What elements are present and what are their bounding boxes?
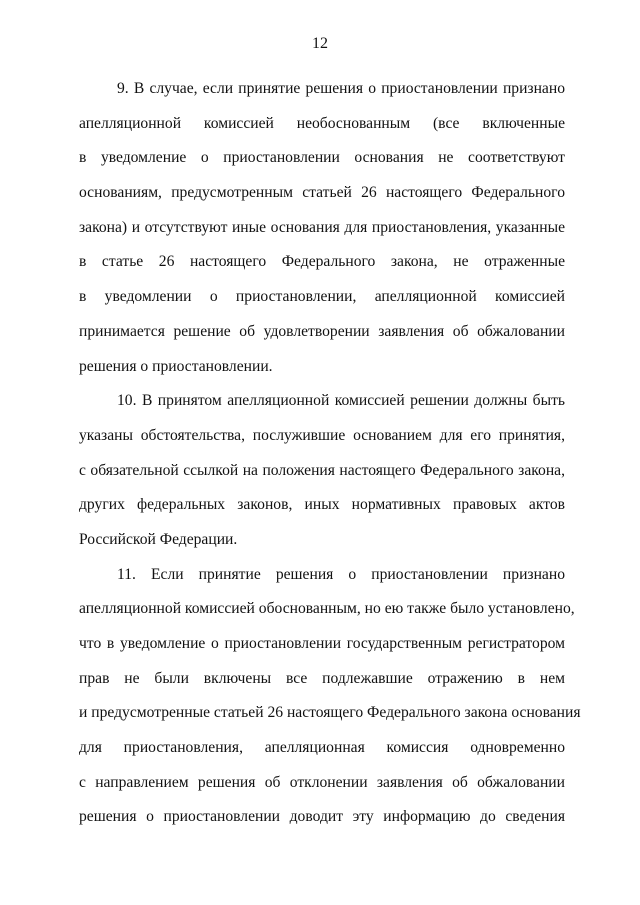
paragraph-11 xyxy=(79,558,581,836)
paragraph-line: что в уведомление о приостановлении государственным регистратором xyxy=(79,635,565,652)
paragraph-line: в уведомление о приостановлении основания не соответствуют xyxy=(79,149,565,167)
paragraph-line: апелляционной комиссией обоснованным, но ею также было установлено, xyxy=(79,600,575,618)
paragraph-line: принимается решение об удовлетворении заявления об обжаловании xyxy=(79,322,565,340)
paragraph-line: в уведомлении о приостановлении, апелляционной комиссией xyxy=(79,288,565,306)
paragraph-line: 11. Если принятие решения о приостановлении признано xyxy=(117,565,565,583)
paragraph-line: указаны обстоятельства, послужившие основанием для его принятия, xyxy=(79,426,565,444)
paragraph-line: с направлением решения об отклонении заявления об обжаловании xyxy=(79,773,565,791)
paragraph-10 xyxy=(79,384,565,557)
paragraph-9 xyxy=(79,72,565,384)
paragraph-line: решения о приостановлении. xyxy=(79,357,273,375)
paragraph-line: других федеральных законов, иных нормативных правовых актов xyxy=(79,496,565,514)
paragraph-line: прав не были включены все подлежавшие отражению в нем xyxy=(79,669,565,687)
paragraph-line: в статье 26 настоящего Федерального закона, не отраженные xyxy=(79,253,565,271)
paragraph-line: решения о приостановлении доводит эту информацию до сведения xyxy=(79,808,565,826)
paragraph-line: 10. В принятом апелляционной комиссией решении должны быть xyxy=(117,392,565,410)
paragraph-line: 9. В случае, если принятие решения о приостановлении признано xyxy=(117,80,565,97)
paragraph-line: Российской Федерации. xyxy=(79,530,238,548)
paragraph-line: и предусмотренные статьей 26 настоящего Федерального закона основания xyxy=(79,704,581,722)
paragraph-line: с обязательной ссылкой на положения настоящего Федерального закона, xyxy=(79,461,565,479)
paragraph-line: основаниям, предусмотренным статьей 26 настоящего Федерального xyxy=(79,184,565,202)
document-body xyxy=(79,72,581,835)
paragraph-line: для приостановления, апелляционная комиссия одновременно xyxy=(79,739,565,757)
page-number: 12 xyxy=(312,35,328,52)
paragraph-line: апелляционной комиссией необоснованным (все включенные xyxy=(79,114,565,132)
paragraph-line: закона) и отсутствуют иные основания для приостановления, указанные xyxy=(79,218,565,236)
